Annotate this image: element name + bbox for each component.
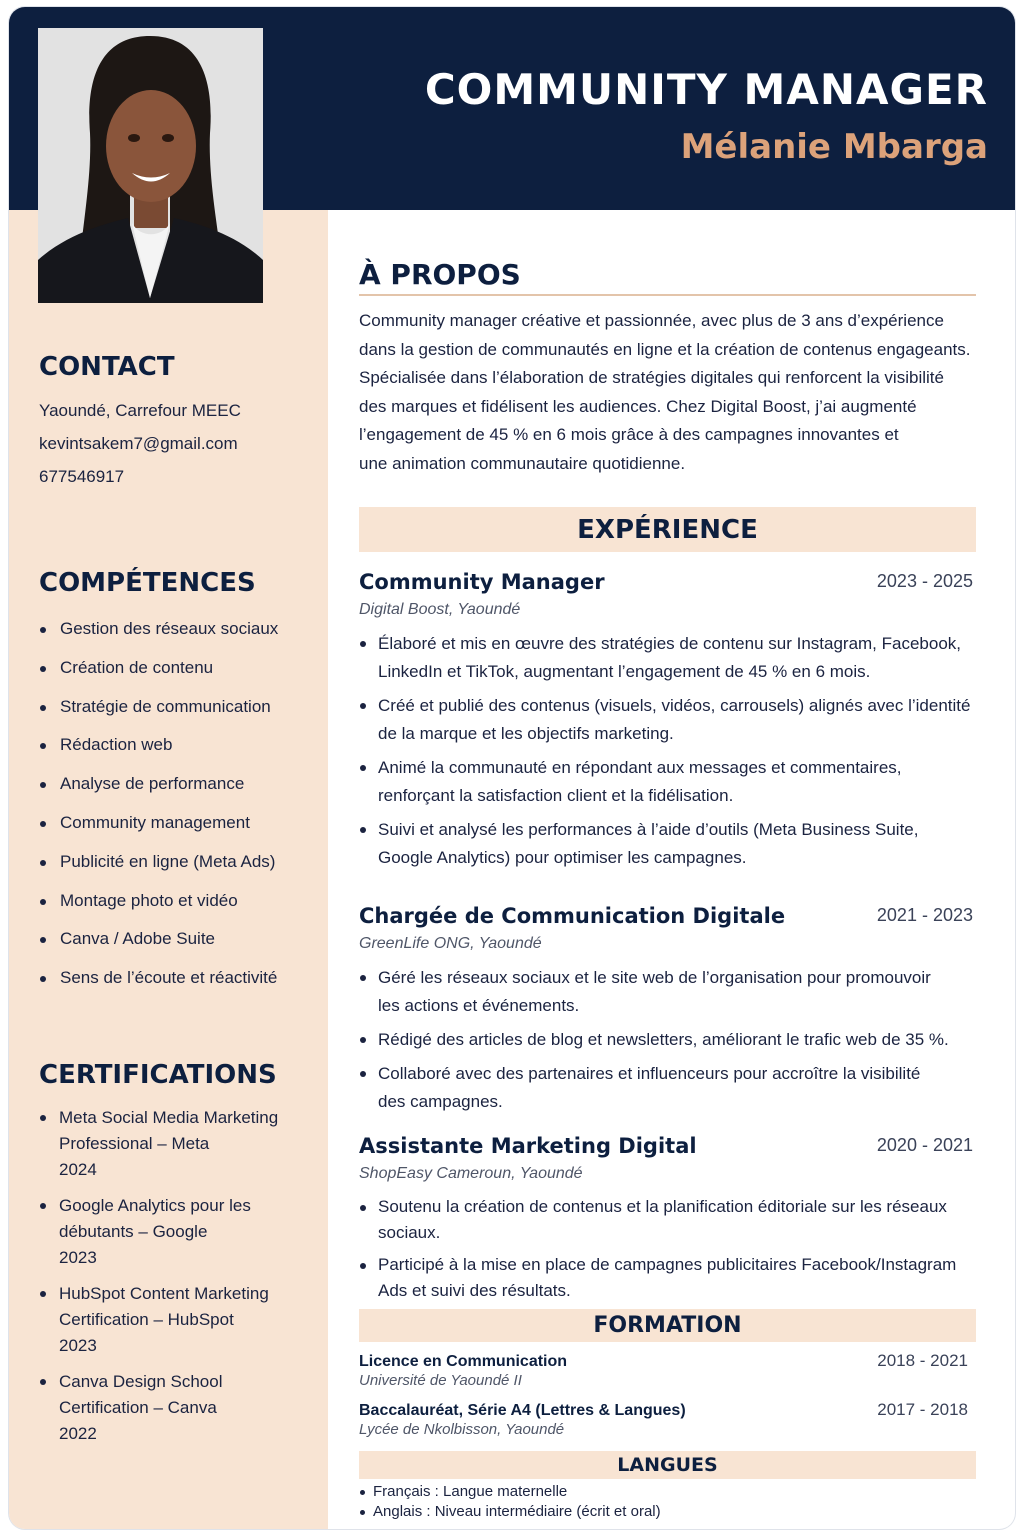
education-item (359, 1401, 976, 1440)
certification-name: Canva Design School (59, 1372, 223, 1391)
experience-item (359, 906, 976, 1122)
certification-issuer: Certification – HubSpot (59, 1310, 234, 1329)
experience-item (359, 1136, 976, 1310)
list-item: Soutenu la création de contenus et la planification éditoriale sur les réseaux sociaux. (359, 1194, 976, 1246)
list-item: Anglais : Niveau intermédiaire (écrit et oral) (359, 1502, 661, 1522)
list-item: Stratégie de communication (39, 696, 319, 735)
certification-issuer: Certification – Canva (59, 1398, 217, 1417)
list-item: Français : Langue maternelle (359, 1482, 661, 1502)
job-title: COMMUNITY MANAGER (424, 65, 988, 114)
skills-list (39, 618, 319, 1006)
certification-name: Meta Social Media Marketing (59, 1108, 279, 1127)
certification-year: 2023 (59, 1336, 97, 1355)
list-item: Créé et publié des contenus (visuels, vidéos, carrousels) alignés avec l’identité de la marque et les objectifs marketing. (359, 692, 976, 748)
education-dates: 2018 - 2021 (877, 1351, 968, 1370)
list-item: Élaboré et mis en œuvre des stratégies de contenu sur Instagram, Facebook, LinkedIn et TikTok, augmentant l’engagement de 45 % en 6 mois. (359, 630, 976, 686)
experience-item (359, 572, 976, 878)
contact-heading: CONTACT (39, 352, 175, 382)
certification-year: 2023 (59, 1248, 97, 1267)
contact-address: Yaoundé, Carrefour MEEC (39, 401, 241, 420)
person-name: Mélanie Mbarga (680, 127, 988, 167)
about-line: dans la gestion de communautés en ligne et la création de contenus engageants. (359, 339, 971, 359)
list-item: Participé à la mise en place de campagnes publicitaires Facebook/Instagram Ads et suivi des résultats. (359, 1252, 976, 1304)
education-dates: 2017 - 2018 (877, 1400, 968, 1419)
job-dates: 2021 - 2023 (876, 905, 973, 925)
certification-issuer: Professional – Meta (59, 1134, 210, 1153)
job-role: Assistante Marketing Digital (359, 1134, 697, 1158)
about-line: Spécialisée dans l’élaboration de stratégies digitales qui renforcent la visibilité (359, 368, 944, 388)
certifications-list (39, 1105, 299, 1457)
education-item (359, 1352, 976, 1391)
list-item (39, 1281, 299, 1359)
job-organization: Digital Boost, Yaoundé (359, 601, 521, 618)
experience-heading: EXPÉRIENCE (359, 507, 976, 552)
list-item: Rédaction web (39, 734, 319, 773)
languages-heading: LANGUES (359, 1451, 976, 1479)
education-school: Université de Yaoundé II (359, 1372, 522, 1390)
job-role: Community Manager (359, 570, 605, 594)
list-item: Gestion des réseaux sociaux (39, 618, 319, 657)
list-item (39, 1105, 299, 1183)
resume-page (9, 7, 1015, 1529)
about-line: Community manager créative et passionnée, avec plus de 3 ans d’expérience (359, 311, 944, 330)
list-item: Publicité en ligne (Meta Ads) (39, 851, 319, 890)
job-dates: 2023 - 2025 (876, 571, 973, 591)
certification-name: HubSpot Content Marketing (59, 1284, 269, 1303)
certifications-heading: CERTIFICATIONS (39, 1060, 277, 1090)
about-line: l’engagement de 45 % en 6 mois grâce à des campagnes innovantes et (359, 425, 899, 445)
list-item: Montage photo et vidéo (39, 890, 319, 929)
certification-year: 2024 (59, 1160, 97, 1179)
education-degree: Licence en Communication (359, 1353, 568, 1370)
list-item: Canva / Adobe Suite (39, 928, 319, 967)
list-item: Community management (39, 812, 319, 851)
education-degree: Baccalauréat, Série A4 (Lettres & Langues) (359, 1402, 686, 1419)
education-school: Lycée de Nkolbisson, Yaoundé (359, 1421, 565, 1439)
languages-list (359, 1482, 661, 1522)
about-divider (359, 294, 976, 296)
job-role: Chargée de Communication Digitale (359, 904, 786, 928)
about-text (359, 307, 984, 479)
about-line: des marques et fidélisent les audiences. Chez Digital Boost, j’ai augmenté (359, 396, 917, 416)
job-organization: ShopEasy Cameroun, Yaoundé (359, 1165, 583, 1182)
job-organization: GreenLife ONG, Yaoundé (359, 935, 542, 952)
list-item: Rédigé des articles de blog et newsletters, améliorant le trafic web de 35 %. (359, 1026, 976, 1054)
list-item: Analyse de performance (39, 773, 319, 812)
contact-email: kevintsakem7@gmail.com (39, 434, 238, 453)
job-dates: 2020 - 2021 (876, 1135, 973, 1155)
list-item: Sens de l’écoute et réactivité (39, 967, 319, 1006)
list-item (39, 1193, 299, 1271)
list-item: Animé la communauté en répondant aux messages et commentaires, renforçant la satisfaction client et la fidélisation. (359, 754, 976, 810)
certification-year: 2022 (59, 1424, 97, 1443)
skills-heading: COMPÉTENCES (39, 568, 256, 598)
certification-issuer: débutants – Google (59, 1222, 208, 1241)
list-item (39, 1369, 299, 1447)
about-heading: À PROPOS (359, 258, 521, 291)
list-item: Géré les réseaux sociaux et le site web de l’organisation pour promouvoir les actions et événements. (359, 964, 976, 1020)
list-item: Suivi et analysé les performances à l’aide d’outils (Meta Business Suite, Google Analytics) pour optimiser les campagnes. (359, 816, 976, 872)
contact-phone: 677546917 (39, 467, 125, 486)
certification-name: Google Analytics pour les (59, 1196, 251, 1215)
list-item: Collaboré avec des partenaires et influenceurs pour accroître la visibilité des campagnes. (359, 1060, 976, 1116)
about-line: une animation communautaire quotidienne. (359, 453, 686, 473)
list-item: Création de contenu (39, 657, 319, 696)
profile-photo (38, 28, 263, 303)
education-heading: FORMATION (359, 1309, 976, 1342)
